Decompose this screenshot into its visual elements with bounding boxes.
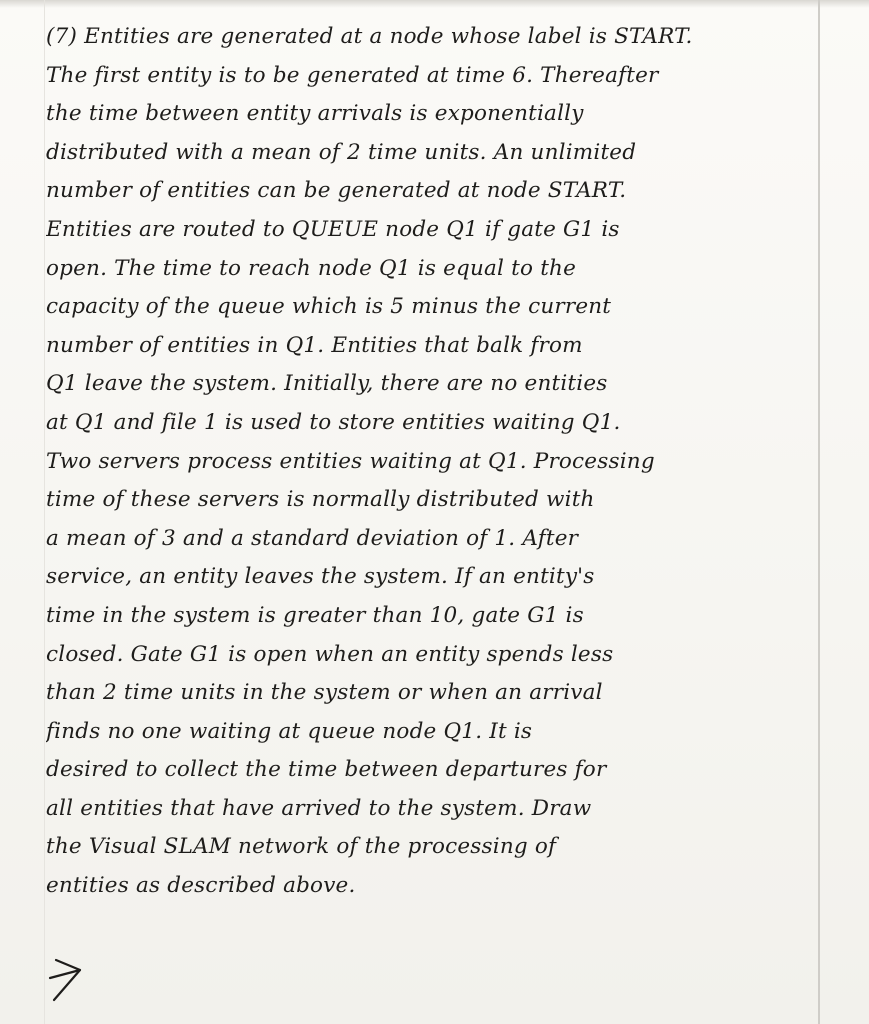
text-line-4: distributed with a mean of 2 time units. An unlimited <box>46 139 637 165</box>
text-line-18: than 2 time units in the system or when an arrival <box>46 680 603 706</box>
text-line-20: desired to collect the time between departures for <box>46 757 607 783</box>
text-line-10: Q1 leave the system. Initially, there are no entities <box>46 371 608 397</box>
text-line-17: closed. Gate G1 is open when an entity spends less <box>46 641 614 667</box>
text-line-3: the time between entity arrivals is exponentially <box>46 101 584 127</box>
text-line-7: open. The time to reach node Q1 is equal to the <box>46 255 576 281</box>
text-line-11: at Q1 and file 1 is used to store entities waiting Q1. <box>46 409 621 435</box>
text-line-22: the Visual SLAM network of the processing of <box>46 834 557 860</box>
text-line-21: all entities that have arrived to the system. Draw <box>46 795 592 821</box>
text-line-6: Entities are routed to QUEUE node Q1 if gate G1 is <box>46 216 620 242</box>
text-line-19: finds no one waiting at queue node Q1. It is <box>46 718 533 744</box>
text-line-2: The first entity is to be generated at time 6. Thereafter <box>46 62 659 88</box>
handwritten-text <box>46 18 816 906</box>
text-line-9: number of entities in Q1. Entities that balk from <box>46 332 583 358</box>
text-line-15: service, an entity leaves the system. If an entity's <box>46 564 595 590</box>
text-line-1: (7) Entities are generated at a node whose label is START. <box>46 24 693 49</box>
right-margin-line <box>818 0 820 1024</box>
text-line-13: time of these servers is normally distributed with <box>46 487 595 513</box>
page-top-edge <box>0 0 869 8</box>
arrow-icon <box>46 956 86 1004</box>
text-line-14: a mean of 3 and a standard deviation of 1. After <box>46 525 579 551</box>
text-line-8: capacity of the queue which is 5 minus the current <box>46 294 612 320</box>
text-line-5: number of entities can be generated at node START. <box>46 178 627 204</box>
text-line-12: Two servers process entities waiting at Q1. Processing <box>46 448 655 474</box>
left-margin-line <box>44 0 45 1024</box>
text-line-16: time in the system is greater than 10, gate G1 is <box>46 602 584 628</box>
text-line-23: entities as described above. <box>46 873 356 899</box>
